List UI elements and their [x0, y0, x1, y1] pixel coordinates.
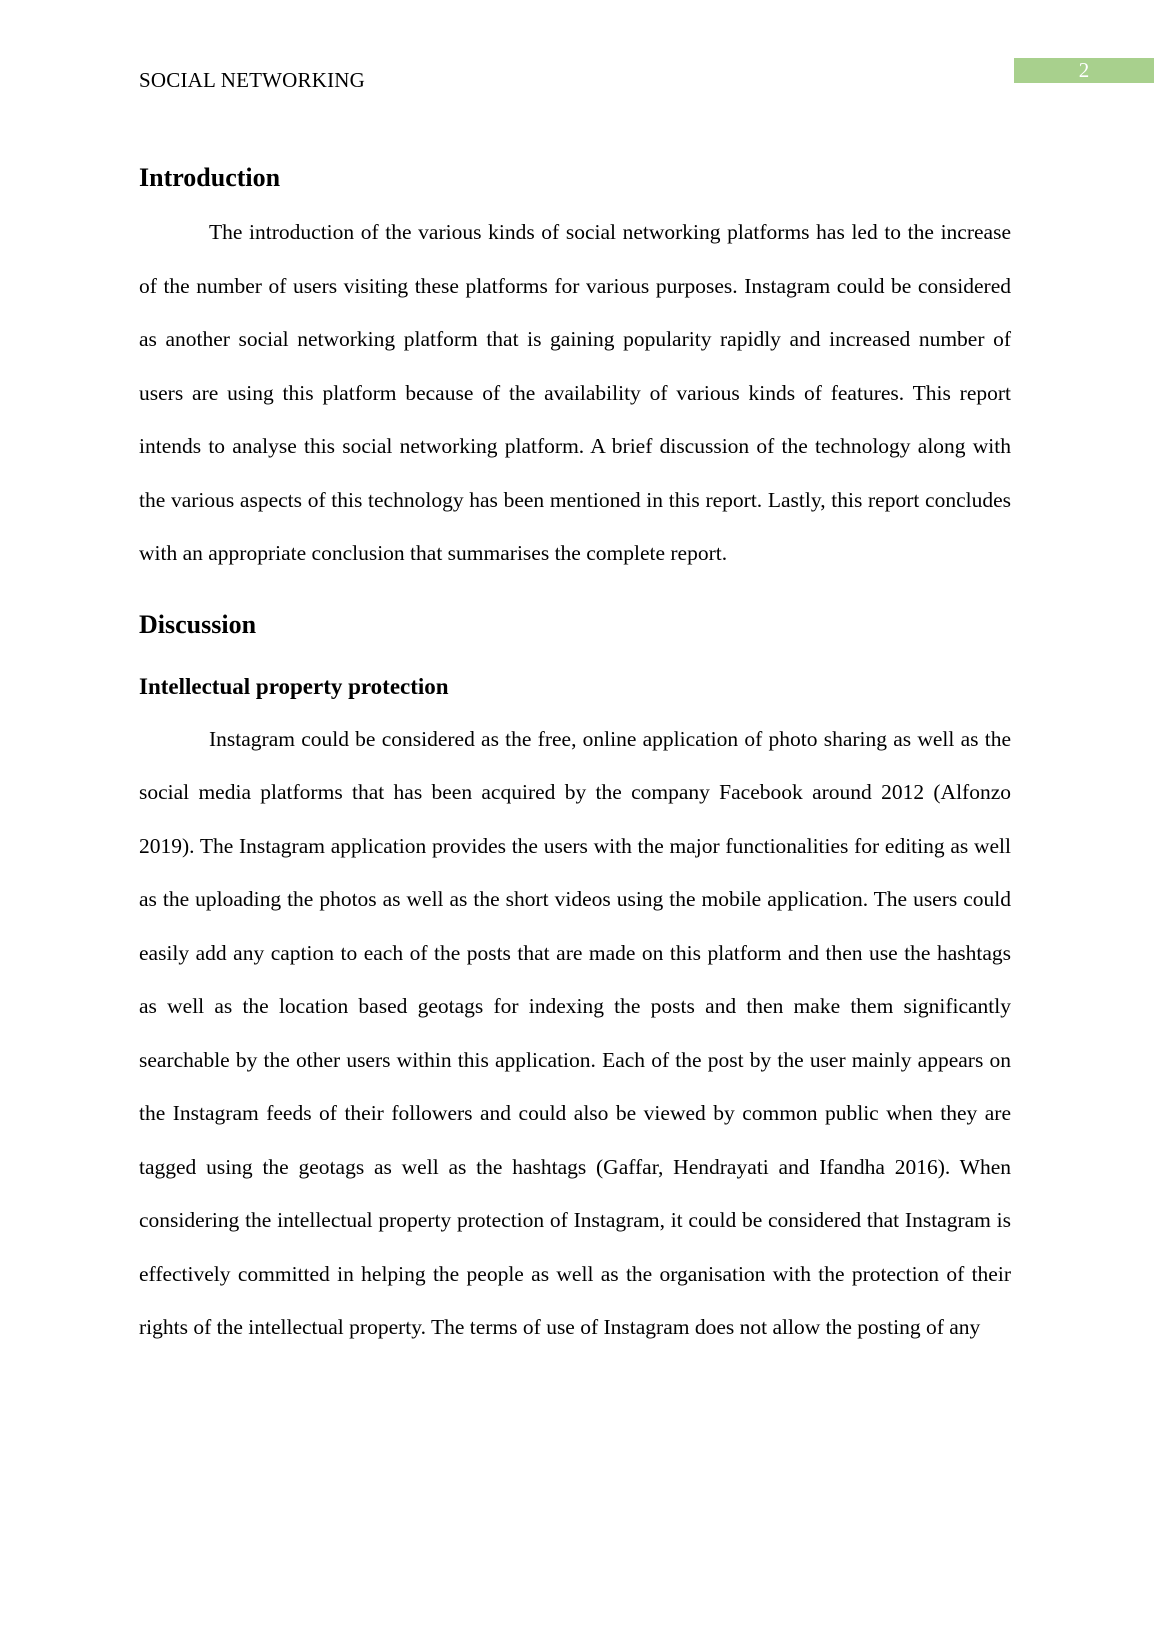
- running-head: SOCIAL NETWORKING: [139, 68, 366, 92]
- page-number: 2: [1014, 58, 1154, 83]
- discussion-heading: Discussion: [139, 609, 257, 639]
- intellectual-property-paragraph: Instagram could be considered as the free, online application of photo sharing as well as the social media platforms that has been acquired by the company Facebook around 2012 (Alfonzo 2019). The Instagram application provides the users with the major functionalities for editing as well as the uploading the photos as well as the short videos using the mobile application. The users could easily add any caption to each of the posts that are made on this platform and then use the hashtags as well as the location based geotags for indexing the posts and then make them significantly searchable by the other users within this application. Each of the post by the user mainly appears on the Instagram feeds of their followers and could also be viewed by common public when they are tagged using the geotags as well as the hashtags (Gaffar, Hendrayati and Ifandha 2016). When considering the intellectual property protection of Instagram, it could be considered that Instagram is effectively committed in helping the people as well as the organisation with the protection of their rights of the intellectual property. The terms of use of Instagram does not allow the posting of any: [139, 726, 1011, 1339]
- introduction-heading: Introduction: [139, 163, 281, 192]
- intellectual-property-heading: Intellectual property protection: [139, 673, 449, 699]
- introduction-paragraph: The introduction of the various kinds of social networking platforms has led to the increase of the number of users visiting these platforms for various purposes. Instagram could be considered as another social networking platform that is gaining popularity rapidly and increased number of users are using this platform because of the availability of various kinds of features. This report intends to analyse this social networking platform. A brief discussion of the technology along with the various aspects of this technology has been mentioned in this report. Lastly, this report concludes with an appropriate conclusion that summarises the complete report.: [139, 220, 1011, 565]
- document-body: [139, 158, 1011, 1355]
